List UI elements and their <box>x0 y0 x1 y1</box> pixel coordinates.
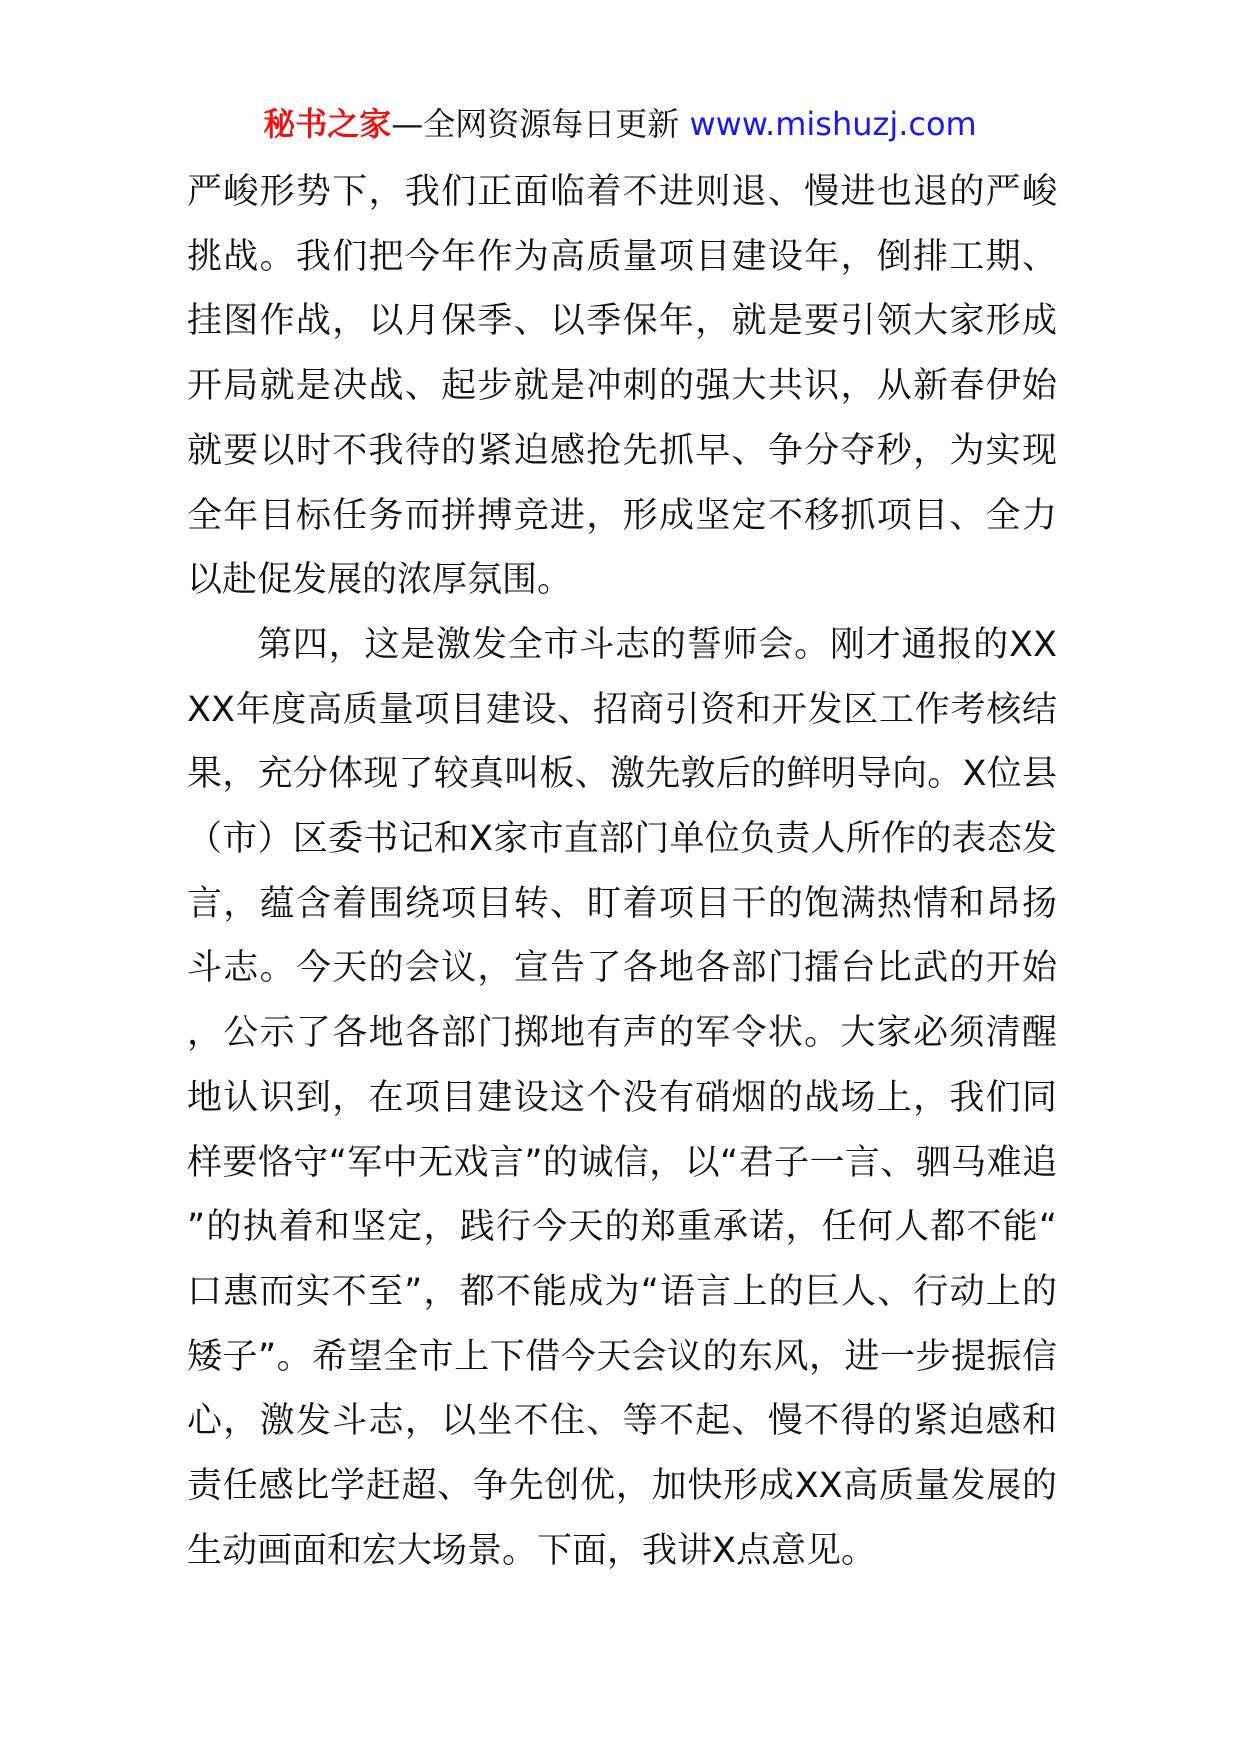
brand-name: 秘书之家 <box>263 105 392 143</box>
paragraph-fourth-point: 第四，这是激发全市斗志的誓师会。刚才通报的XXXX年度高质量项目建设、招商引资和开发区工作考核结果，充分体现了较真叫板、激先敦后的鲜明导向。X位县（市）区委书记和X家市直部门单位负责人所作的表态发言，蕴含着围绕项目转、盯着项目干的饱满热情和昂扬斗志。今天的会议，宣告了各地各部门擂台比武的开始，公示了各地各部门掷地有声的军令状。大家必须清醒地认识到，在项目建设这个没有硝烟的战场上，我们同样要恪守“军中无戏言”的诚信，以“君子一言、驷马难追”的执着和坚定，践行今天的郑重承诺，任何人都不能“口惠而实不至”，都不能成为“语言上的巨人、行动上的矮子”。希望全市上下借今天会议的东风，进一步提振信心，激发斗志，以坐不住、等不起、慢不得的紧迫感和责任感比学赶超、争先创优，加快形成XX高质量发展的生动画面和宏大场景。下面，我讲X点意见。 <box>187 624 1057 1571</box>
document-body <box>187 160 1057 1583</box>
site-header <box>0 100 1240 148</box>
site-url-link[interactable]: www.mishuzj.com <box>689 105 977 143</box>
header-tagline: —全网资源每日更新 <box>391 105 680 143</box>
paragraph-continued: 严峻形势下，我们正面临着不进则退、慢进也退的严峻挑战。我们把今年作为高质量项目建设年，倒排工期、挂图作战，以月保季、以季保年，就是要引领大家形成开局就是决战、起步就是冲刺的强大共识，从新春伊始就要以时不我待的紧迫感抢先抓早、争分夺秒，为实现全年目标任务而拼搏竞进，形成坚定不移抓项目、全力以赴促发展的浓厚氛围。 <box>187 172 1057 601</box>
